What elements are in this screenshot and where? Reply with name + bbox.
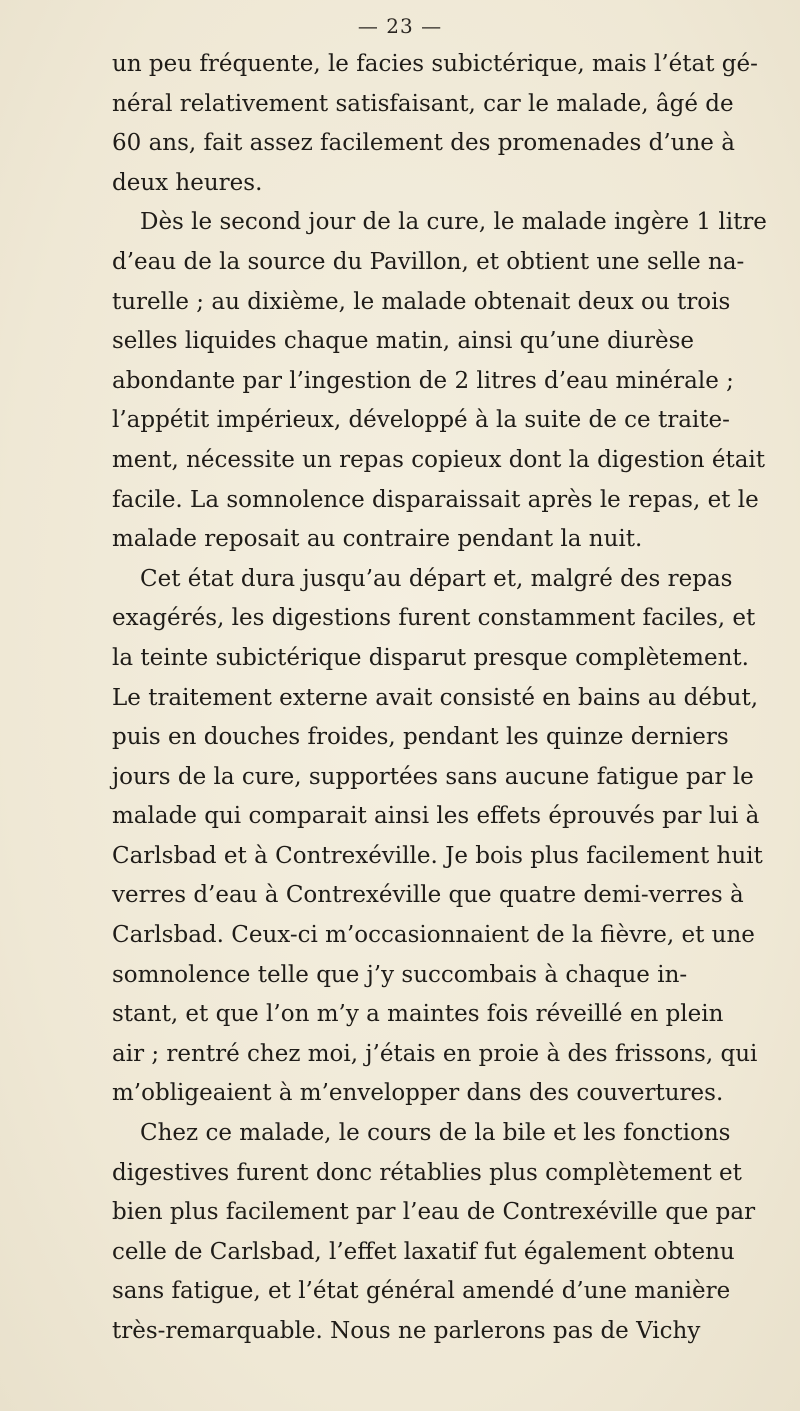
text-line: celle de Carlsbad, l’effet laxatif fut également obtenu xyxy=(112,1238,735,1265)
text-line: Carlsbad. Ceux-ci m’occasionnaient de la fièvre, et une xyxy=(112,922,755,949)
text-line: digestives furent donc rétablies plus complètement et xyxy=(112,1159,742,1186)
text-line: malade reposait au contraire pendant la nuit. xyxy=(112,526,643,553)
text-line: malade qui comparait ainsi les effets éprouvés par lui à xyxy=(112,803,760,830)
text-line: turelle ; au dixième, le malade obtenait deux ou trois xyxy=(112,288,731,315)
text-line: stant, et que l’on m’y a maintes fois réveillé en plein xyxy=(112,1001,724,1028)
text-line: Le traitement externe avait consisté en bains au début, xyxy=(112,684,759,711)
text-line: Chez ce malade, le cours de la bile et les fonctions xyxy=(140,1120,731,1147)
text-line: air ; rentré chez moi, j’étais en proie à des frissons, qui xyxy=(112,1040,758,1067)
text-line: néral relativement satisfaisant, car le malade, âgé de xyxy=(112,90,734,117)
text-line: deux heures. xyxy=(112,169,263,196)
text-line: 60 ans, fait assez facilement des promenades d’une à xyxy=(112,130,735,157)
text-line: l’appétit impérieux, développé à la suite de ce traite- xyxy=(112,407,730,434)
text-line: verres d’eau à Contrexéville que quatre demi-verres à xyxy=(112,882,744,909)
text-line: somnolence telle que j’y succombais à chaque in- xyxy=(112,961,688,988)
text-line: la teinte subictérique disparut presque complètement. xyxy=(112,644,749,671)
text-line: selles liquides chaque matin, ainsi qu’une diurèse xyxy=(112,328,694,355)
text-line: abondante par l’ingestion de 2 litres d’eau minérale ; xyxy=(112,367,734,394)
text-line: m’obligeaient à m’envelopper dans des couvertures. xyxy=(112,1080,724,1107)
text-line: puis en douches froides, pendant les quinze derniers xyxy=(112,724,729,751)
page-number: — 23 — xyxy=(357,14,443,38)
text-line: d’eau de la source du Pavillon, et obtient une selle na- xyxy=(112,248,745,275)
text-line: Carlsbad et à Contrexéville. Je bois plus facilement huit xyxy=(112,842,763,869)
text-line: exagérés, les digestions furent constamment faciles, et xyxy=(112,605,756,632)
text-line: très-remarquable. Nous ne parlerons pas de Vichy xyxy=(112,1318,701,1344)
body-text xyxy=(112,45,767,1352)
text-line: un peu fréquente, le facies subictérique, mais l’état gé- xyxy=(112,51,758,77)
text-line: jours de la cure, supportées sans aucune fatigue par le xyxy=(112,763,754,790)
text-line: facile. La somnolence disparaissait après le repas, et le xyxy=(112,486,759,513)
text-line: bien plus facilement par l’eau de Contrexéville que par xyxy=(112,1199,756,1226)
text-line: Cet état dura jusqu’au départ et, malgré des repas xyxy=(140,565,733,592)
text-line: ment, nécessite un repas copieux dont la digestion était xyxy=(112,446,766,473)
text-line: sans fatigue, et l’état général amendé d’une manière xyxy=(112,1278,731,1305)
text-line: Dès le second jour de la cure, le malade ingère 1 litre xyxy=(140,209,767,236)
